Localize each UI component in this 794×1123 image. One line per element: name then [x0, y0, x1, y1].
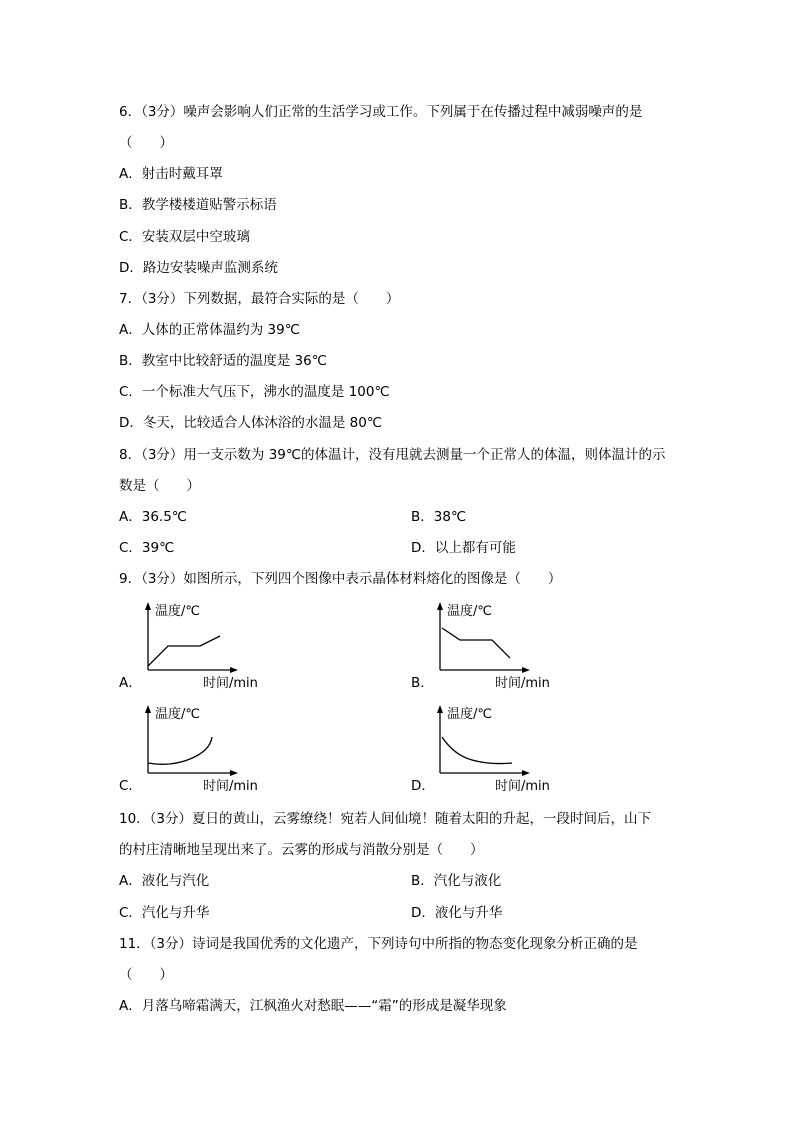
q6-stem-line1: 6．（3分）噪声会影响人们正常的生活学习或工作。下列属于在传播过程中减弱噪声的是 [119, 104, 643, 120]
q8-option-a: A．36.5℃ [119, 509, 187, 525]
q9-graph-b-letter: B． [411, 675, 434, 691]
q9-graph-d-letter: D． [411, 778, 435, 794]
q6-option-d: D．路边安装噪声监测系统 [119, 260, 278, 276]
q8-option-b: B．38℃ [411, 509, 467, 525]
q9-graph-c [140, 703, 280, 795]
q8-stem-line2: 数是（ ） [119, 478, 200, 494]
q9-graph-b [432, 600, 572, 692]
q6-option-b: B．教学楼楼道贴警示标语 [119, 197, 277, 213]
q9-stem: 9．（3分）如图所示，下列四个图像中表示晶体材料熔化的图像是（ ） [119, 571, 562, 587]
temperature-curve [148, 636, 220, 666]
q9-graph-a-letter: A． [119, 675, 142, 691]
x-axis-label: 时间/min [203, 676, 258, 691]
q7-option-c: C．一个标准大气压下，沸水的温度是 100℃ [119, 384, 390, 400]
temperature-curve [442, 628, 510, 658]
y-axis-label: 温度/℃ [155, 604, 200, 619]
y-axis-label: 温度/℃ [447, 707, 492, 722]
y-axis-label: 温度/℃ [155, 707, 200, 722]
x-axis-label: 时间/min [203, 779, 258, 794]
q10-option-b: B．汽化与液化 [411, 873, 502, 889]
q7-option-d: D．冬天，比较适合人体沐浴的水温是 80℃ [119, 415, 383, 431]
x-axis-arrow [230, 770, 238, 776]
q8-option-c: C．39℃ [119, 540, 175, 556]
q11-stem-line1: 11．（3分）诗词是我国优秀的文化遗产，下列诗句中所指的物态变化现象分析正确的是 [119, 936, 638, 952]
q6-option-a: A．射击时戴耳罩 [119, 166, 223, 182]
q6-stem-line2: （ ） [119, 135, 173, 151]
q8-option-d: D．以上都有可能 [411, 540, 516, 556]
q11-stem-line2: （ ） [119, 967, 173, 983]
y-axis-label: 温度/℃ [447, 604, 492, 619]
y-axis-arrow [145, 602, 151, 610]
q7-option-a: A．人体的正常体温约为 39℃ [119, 322, 300, 338]
q6-option-c: C．安装双层中空玻璃 [119, 229, 250, 245]
x-axis-label: 时间/min [495, 779, 550, 794]
q7-option-b: B．教室中比较舒适的温度是 36℃ [119, 353, 327, 369]
y-axis-arrow [437, 705, 443, 713]
q9-graph-a [140, 600, 280, 692]
x-axis-label: 时间/min [495, 676, 550, 691]
q10-option-d: D．液化与升华 [411, 905, 503, 921]
y-axis-arrow [145, 705, 151, 713]
temperature-curve [442, 737, 512, 764]
q11-option-a: A．月落乌啼霜满天，江枫渔火对愁眠——“霜”的形成是凝华现象 [119, 998, 507, 1014]
x-axis-arrow [230, 667, 238, 673]
q9-graph-d [432, 703, 572, 795]
q10-option-a: A．液化与汽化 [119, 873, 210, 889]
q10-stem-line1: 10．（3分）夏日的黄山，云雾缭绕！宛若人间仙境！随着太阳的升起，一段时间后，山下 [119, 811, 652, 827]
q7-stem: 7．（3分）下列数据，最符合实际的是（ ） [119, 291, 400, 307]
q10-option-c: C．汽化与升华 [119, 905, 210, 921]
x-axis-arrow [522, 770, 530, 776]
q10-stem-line2: 的村庄清晰地呈现出来了。云雾的形成与消散分别是（ ） [119, 842, 484, 858]
x-axis-arrow [522, 667, 530, 673]
q9-graph-c-letter: C． [119, 778, 142, 794]
q8-stem-line1: 8．（3分）用一支示数为 39℃的体温计，没有甩就去测量一个正常人的体温，则体温计的示 [119, 447, 666, 463]
temperature-curve [148, 737, 212, 764]
y-axis-arrow [437, 602, 443, 610]
